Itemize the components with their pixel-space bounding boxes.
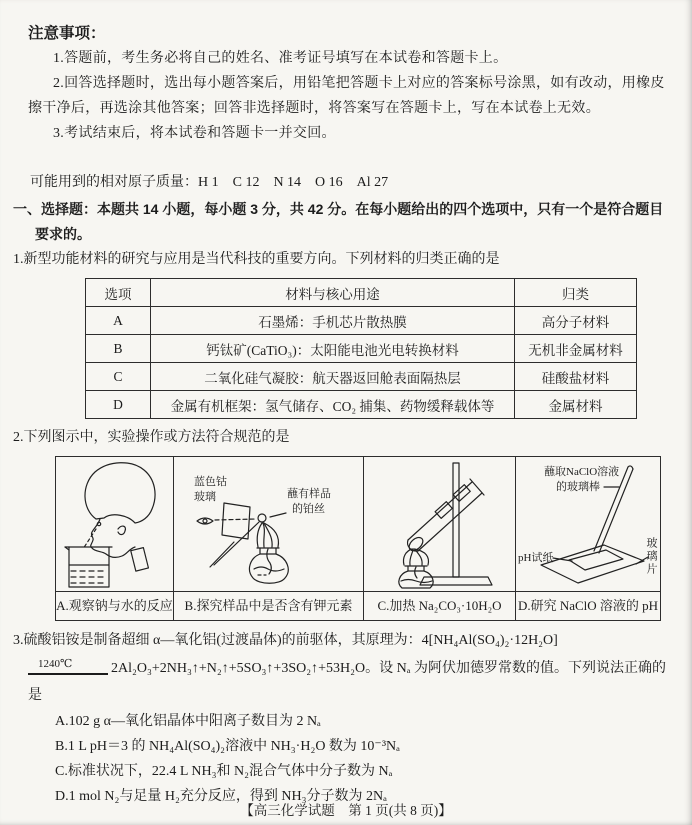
table-row	[86, 391, 637, 419]
cell-category-b: 无机非金属材料	[515, 335, 637, 363]
cobalt-glass-label: 蓝色钴	[194, 476, 227, 488]
platinum-wire-label: 蘸有样品	[287, 488, 331, 500]
cell-option-a: A	[86, 307, 151, 335]
notice-item-3: 3.考试结束后，将本试卷和答题卡一并交回。	[53, 126, 336, 141]
question-3	[13, 627, 668, 809]
q3-option-d: D.1 mol N₂与足量 H₂充分反应，得到 NH₃分子数为 2Nₐ	[55, 789, 387, 804]
sightline-icon	[215, 519, 256, 520]
sightline-icon	[83, 529, 96, 549]
q3-option-b: B.1 L pH＝3 的 NH₄Al(SO₄)₂溶液中 NH₃·H₂O 数为 10⁻³Nₐ	[55, 739, 400, 754]
question-1-stem: 1.新型功能材料的研究与应用是当代科技的重要方向。下列材料的归类正确的是	[13, 252, 500, 267]
glass-plate-label: 玻璃片	[645, 537, 657, 576]
panel-a-caption: A.观察钠与水的反应	[56, 591, 174, 620]
panel-c-figure	[364, 457, 516, 591]
cell-material-b: 钙钛矿(CaTiO₃)：太阳能电池光电转换材料	[151, 335, 515, 363]
platinum-loop-icon	[258, 514, 266, 522]
q3-option-c: C.标准状况下，22.4 L NH₃和 N₂混合气体中分子数为 Nₐ	[55, 764, 393, 779]
cell-category-a: 高分子材料	[515, 307, 637, 335]
question-3-stem: 3.硫酸铝铵是制备超细 α—氧化铝(过渡晶体)的前驱体，其原理为：4[NH₄Al(SO₄)₂·12H₂O]	[13, 633, 558, 648]
panel-a-figure	[56, 457, 174, 591]
glass-plate-icon	[541, 545, 644, 583]
header-category: 归类	[515, 279, 637, 307]
table-header-row	[86, 279, 637, 307]
rod-label: 蘸取NaClO溶液	[544, 466, 620, 478]
cell-category-d: 金属材料	[515, 391, 637, 419]
test-tube-icon	[407, 479, 484, 553]
question-2-stem: 2.下列图示中，实验操作或方法符合规范的是	[13, 430, 290, 445]
atomic-mass-line: 可能用到的相对原子质量：H 1 C 12 N 14 O 16 Al 27	[30, 175, 389, 190]
ph-paper-label: pH试纸	[518, 552, 554, 564]
cobalt-glass-icon	[222, 503, 250, 539]
question-2-panel-table	[55, 456, 661, 621]
table-row	[86, 335, 637, 363]
question-1-table	[85, 278, 637, 419]
head-icon	[85, 463, 155, 571]
alcohol-lamp-icon	[249, 548, 288, 583]
notice-item-1: 1.答题前，考生务必将自己的姓名、准考证号填写在本试卷和答题卡上。	[53, 51, 508, 66]
panel-b-caption: B.探究样品中是否含有钾元素	[174, 591, 364, 620]
cell-category-c: 硅酸盐材料	[515, 363, 637, 391]
header-option: 选项	[86, 279, 151, 307]
notice-item-2: 2.回答选择题时，选出每小题答案后，用铅笔把答题卡上对应的答案标号涂黑，如有改动，用橡皮擦干净后，再选涂其他答案；回答非选择题时，将答案写在答题卡上，写在本试卷上无效。	[28, 76, 665, 116]
equation-products: 2Al₂O₃+2NH₃↑+N₂↑+5SO₃↑+3SO₂↑+53H₂O。	[111, 661, 380, 676]
table-row	[86, 307, 637, 335]
question-3-equation-line	[28, 654, 668, 709]
cobalt-glass-label-2: 玻璃	[194, 491, 216, 503]
heating-figure-icon	[364, 457, 516, 591]
label-pointer-icon	[270, 513, 286, 517]
question-3-tail: 设 Nₐ 为阿伏加德罗常数的值。下列说法正确的是	[28, 661, 667, 703]
cell-material-a: 石墨烯：手机芯片散热膜	[151, 307, 515, 335]
rod-label-2: 的玻璃棒	[556, 481, 600, 493]
table-row	[86, 363, 637, 391]
glass-rod-icon	[594, 466, 633, 553]
panel-b-figure	[174, 457, 364, 591]
notice-title: 注意事项：	[28, 25, 106, 42]
cell-option-d: D	[86, 391, 151, 419]
panel-d-caption: D.研究 NaClO 溶液的 pH	[516, 591, 660, 620]
flame-icon	[257, 523, 278, 547]
flame-icon	[403, 549, 428, 565]
platinum-wire-label-2: 的铂丝	[292, 503, 325, 515]
section-heading: 一、选择题：本题共 14 小题，每小题 3 分，共 42 分。在每小题给出的四个选项中，只有一个是符合题目要求的。	[13, 201, 664, 242]
panel-d-figure	[516, 457, 660, 591]
cell-material-d: 金属有机框架：氢气储存、CO₂ 捕集、药物缓释载体等	[151, 391, 515, 419]
q3-option-a: A.102 g α—氧化铝晶体中阳离子数目为 2 Nₐ	[55, 714, 321, 729]
sodium-water-figure-icon	[56, 457, 174, 591]
iron-stand-icon	[420, 463, 492, 585]
cell-option-c: C	[86, 363, 151, 391]
reaction-condition: 1240℃	[28, 654, 108, 675]
panel-c-caption: C.加热 Na₂CO₃·10H₂O	[364, 591, 516, 620]
page-footer: 【高三化学试题 第 1 页(共 8 页)】	[240, 803, 452, 818]
eye-icon	[197, 518, 213, 524]
cell-material-c: 二氧化硅气凝胶：航天器返回舱表面隔热层	[151, 363, 515, 391]
cell-option-b: B	[86, 335, 151, 363]
header-material: 材料与核心用途	[151, 279, 515, 307]
